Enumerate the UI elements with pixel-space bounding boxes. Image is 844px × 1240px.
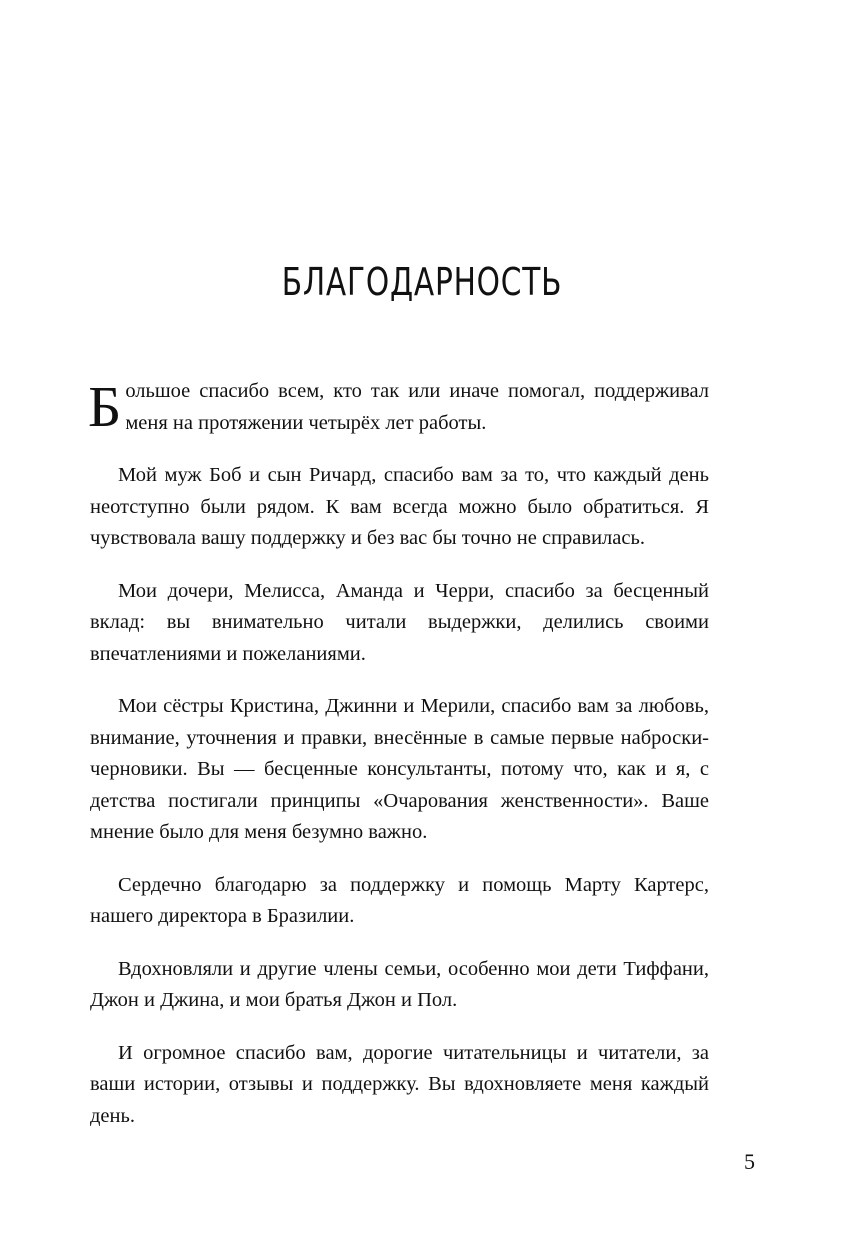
paragraph-husband-son: Мой муж Боб и сын Ричард, спасибо вам за то, что каждый день неотступно были рядом. К вам всегда можно было обратиться. Я чувствовала вашу поддержку и без вас бы точно не справилась. [90, 464, 709, 549]
paragraph-readers: И огромное спасибо вам, дорогие читательницы и читатели, за ваши истории, отзывы и поддержку. Вы вдохновляете меня каждый день. [90, 1041, 709, 1127]
paragraph-director: Сердечно благодарю за поддержку и помощь Марту Картерс, нашего директора в Бразилии. [90, 873, 709, 927]
paragraph-sisters: Мои сёстры Кристина, Джинни и Мерили, спасибо вам за любовь, внимание, уточнения и правки, внесённые в самые первые наброски-черновики. Вы — бесценные консультанты, потому что, как и я, с детства постигали принципы «Очарования женственности». Ваше мнение было для меня безумно важно. [90, 695, 709, 843]
drop-cap: Б [88, 374, 122, 439]
paragraph-intro [90, 376, 709, 439]
paragraph-family: Вдохновляли и другие члены семьи, особенно мои дети Тиффани, Джон и Джина, и мои братья Джон и Пол. [90, 957, 709, 1011]
page-title: БЛАГОДАРНОСТЬ [281, 260, 563, 304]
paragraph-daughters: Мои дочери, Мелисса, Аманда и Черри, спасибо за бесценный вклад: вы внимательно читали выдержки, делились своими впечатлениями и пожеланиями. [90, 579, 709, 665]
page-number: 5 [744, 1149, 755, 1174]
acknowledgements-text [90, 376, 709, 1153]
paragraph-intro-text: ольшое спасибо всем, кто так или иначе помогал, поддерживал меня на протяжении четырёх лет работы. [125, 380, 709, 434]
